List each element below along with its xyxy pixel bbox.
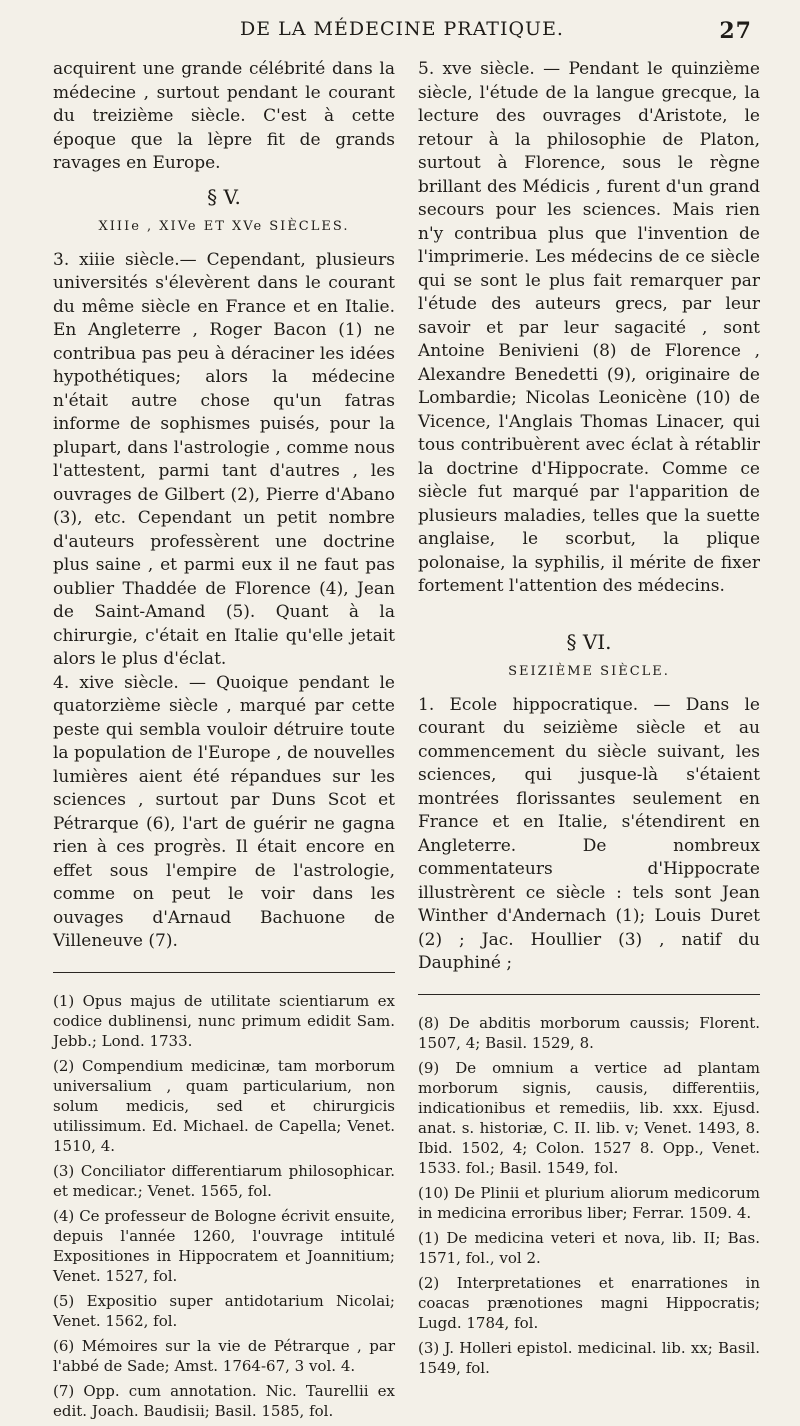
footnote: (3) Conciliator differentiarum philosophicar. et medicar.; Venet. 1565, fol. <box>53 1161 395 1200</box>
footnotes-left <box>53 991 395 1421</box>
paragraph-hippocratic-school: 1. Ecole hippocratique. — Dans le courant du seizième siècle et au commencement du siècle suivant, les sciences, qui jusque-là s'étaient montrées florissantes seulement en France et en Italie, s'étendirent en Angleterre. De nombreux commentateurs d'Hippocrate illustrèrent ce siècle : tels sont Jean Winther d'Andernach (1); Louis Duret (2) ; Jac. Houllier (3) , natif du Dauphiné ; <box>418 694 760 973</box>
right-column <box>418 58 760 1383</box>
paragraph-13th-century: 3. xiiie siècle.— Cependant, plusieurs universités s'élevèrent dans le courant du même siècle en France et en Italie. En Angleterre , Roger Bacon (1) ne contribua pas peu à déraciner les idées hypothétiques; alors la médecine n'était autre chose qu'un fatras informe de sophismes puisés, pour la plupart, dans l'astrologie , comme nous l'attestent, parmi tant d'autres , les ouvrages de Gilbert (2), Pierre d'Abano (3), etc. Cependant un petit nombre d'auteurs professèrent une doctrine plus saine , et parmi eux il ne faut pas oublier Thaddée de Florence (4), Jean de Saint-Amand (5). Quant à la chirurgie, c'était en Italie qu'elle jetait alors le plus d'éclat. <box>53 249 395 669</box>
section-heading-v: § V. <box>207 184 241 209</box>
footnote: (1) De medicina veteri et nova, lib. II; Bas. 1571, fol., vol 2. <box>418 1228 760 1267</box>
footnote: (1) Opus majus de utilitate scientiarum ex codice dublinensi, nunc primum edidit Sam. Jebb.; Lond. 1733. <box>53 991 395 1050</box>
running-header <box>52 18 752 48</box>
footnote: (4) Ce professeur de Bologne écrivit ensuite, depuis l'année 1260, l'ouvrage intitulé Expositiones in Hippocratem et Joannitium; Venet. 1527, fol. <box>53 1206 395 1285</box>
running-title: DE LA MÉDECINE PRATIQUE. <box>240 18 564 40</box>
footnote: (3) J. Holleri epistol. medicinal. lib. xx; Basil. 1549, fol. <box>418 1338 760 1377</box>
paragraph-15th-century: 5. xve siècle. — Pendant le quinzième siècle, l'étude de la langue grecque, la lecture des ouvrages d'Aristote, le retour à la philosophie de Platon, surtout à Florence, sous le règne brillant des Médicis , furent d'un grand secours pour les sciences. Mais rien n'y contribua plus que l'invention de l'imprimerie. Les médecins de ce siècle qui se sont le plus fait remarquer par l'étude des auteurs grecs, par leur savoir et par leur sagacité , sont Antoine Benivieni (8) de Florence , Alexandre Benedetti (9), originaire de Lombardie; Nicolas Leoniсène (10) de Vicence, l'Anglais Thomas Linacer, qui tous contribuèrent avec éclat à rétablir la doctrine d'Hippocrate. Comme ce siècle fut marqué par l'apparition de plusieurs maladies, telles que la suette anglaise, le scorbut, la plique polonaise, la syphilis, il mérite de fixer fortement l'attention des médecins. <box>418 59 760 596</box>
paragraph-14th-century: 4. xive siècle. — Quoique pendant le quatorzième siècle , marqué par cette peste qui sembla vouloir détruire toute la population de l'Europe , de nouvelles lumières aient été répandues sur les sciences , surtout par Duns Scot et Pétrarque (6), l'art de guérir ne gagna rien à ces progrès. Il était encore en effet sous l'empire de l'astrologie, comme on peut le voir dans les ouvages d'Arnaud Bachuone de Villeneuve (7). <box>53 672 395 951</box>
footnote-divider <box>53 972 395 973</box>
left-column <box>53 58 395 1426</box>
footnote: (10) De Plinii et plurium aliorum medicorum in medicina erroribus liber; Ferrar. 1509. 4. <box>418 1183 760 1222</box>
footnote: (9) De omnium a vertice ad plantam morborum signis, causis, differentiis, indicationibus et remediis, lib. xxx. Ejusd. anat. s. historiæ, C. II. lib. v; Venet. 1493, 8. Ibid. 1502, 4; Colon. 1527 8. Opp., Venet. 1533. fol.; Basil. 1549, fol. <box>418 1058 760 1177</box>
footnote: (5) Expositio super antidotarium Nicolai; Venet. 1562, fol. <box>53 1291 395 1330</box>
footnote: (7) Opp. cum annotation. Nic. Taurellii ex edit. Joach. Baudisii; Basil. 1585, fol. <box>53 1381 395 1420</box>
footnotes-right <box>418 1013 760 1378</box>
section-heading-vi: § VI. <box>566 629 612 654</box>
section-subheading-vi: SEIZIÈME SIÈCLE. <box>508 664 670 679</box>
footnote: (8) De abditis morborum caussis; Florent. 1507, 4; Basil. 1529, 8. <box>418 1013 760 1052</box>
page-number: 27 <box>719 18 752 44</box>
paragraph-intro: acquirent une grande célébrité dans la médecine , surtout pendant le courant du treizième siècle. C'est à cette époque que la lèpre fit de grands ravages en Europe. <box>53 59 395 173</box>
footnote-divider <box>418 994 760 995</box>
footnote: (2) Compendium medicinæ, tam morborum universalium , quam particularium, non solum medicis, sed et chirurgicis utilissimum. Ed. Michael. de Capella; Venet. 1510, 4. <box>53 1056 395 1155</box>
footnote: (2) Interpretationes et enarrationes in coacas prænotiones magni Hippocratis; Lugd. 1784, fol. <box>418 1273 760 1332</box>
footnote: (6) Mémoires sur la vie de Pétrarque , par l'abbé de Sade; Amst. 1764-67, 3 vol. 4. <box>53 1336 395 1375</box>
section-subheading-v: XIIIe , XIVe ET XVe SIÈCLES. <box>98 219 350 234</box>
